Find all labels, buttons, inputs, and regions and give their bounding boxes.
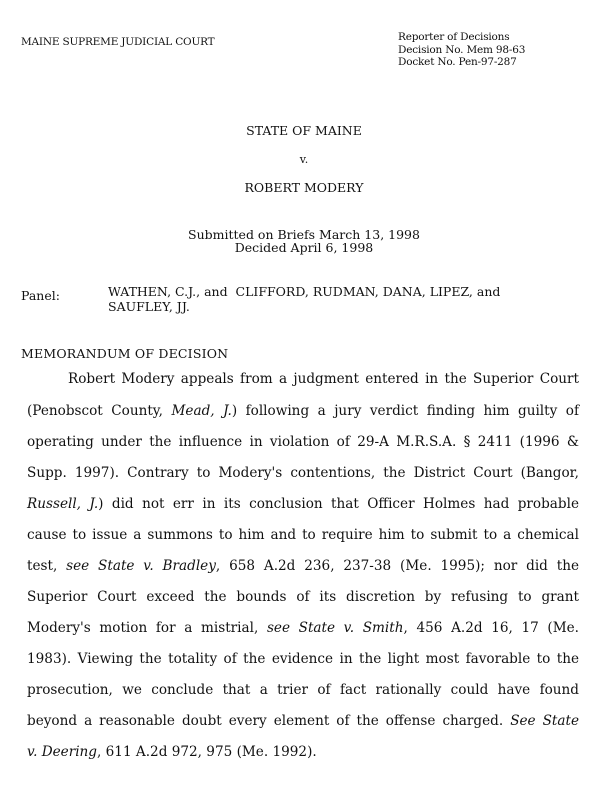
case-defendant: ROBERT MODERY bbox=[244, 180, 364, 195]
submitted-date: Submitted on Briefs March 13, 1998 bbox=[188, 227, 420, 242]
reporter-block bbox=[398, 31, 525, 69]
case-citation: See State bbox=[510, 713, 579, 729]
body-line: Superior Court exceed the bounds of its discretion by refusing to grant bbox=[27, 589, 579, 605]
body-line: Robert Modery appeals from a judgment entered in the Superior Court bbox=[68, 371, 579, 387]
panel-line-1: WATHEN, C.J., and CLIFFORD, RUDMAN, DANA, LIPEZ, and bbox=[108, 284, 501, 299]
body-line: (Penobscot County, Mead, J.) following a jury verdict finding him guilty of bbox=[27, 403, 579, 419]
judge-name: Mead, J. bbox=[171, 403, 232, 419]
court-name: MAINE SUPREME JUDICIAL COURT bbox=[21, 36, 215, 48]
body-line: v. Deering, 611 A.2d 972, 975 (Me. 1992). bbox=[27, 744, 317, 760]
body-line: 1983). Viewing the totality of the evidence in the light most favorable to the bbox=[27, 651, 579, 667]
case-plaintiff: STATE OF MAINE bbox=[246, 123, 362, 138]
body-line: Supp. 1997). Contrary to Modery's contentions, the District Court (Bangor, bbox=[27, 465, 579, 481]
panel-line-2: SAUFLEY, JJ. bbox=[108, 299, 190, 314]
memorandum-title: MEMORANDUM OF DECISION bbox=[21, 346, 229, 361]
decided-date: Decided April 6, 1998 bbox=[234, 240, 374, 255]
body-line: prosecution, we conclude that a trier of fact rationally could have found bbox=[27, 682, 579, 698]
panel-label: Panel: bbox=[21, 288, 60, 303]
panel-judges bbox=[108, 284, 500, 314]
case-citation: see State v. Bradley bbox=[66, 558, 216, 574]
case-citation: see State v. Smith bbox=[266, 620, 404, 636]
reporter-label: Reporter of Decisions bbox=[398, 31, 510, 43]
case-versus: v. bbox=[299, 153, 309, 166]
body-line: test, see State v. Bradley, 658 A.2d 236, 237-38 (Me. 1995); nor did the bbox=[27, 558, 579, 574]
decision-number: Decision No. Mem 98-63 bbox=[398, 43, 526, 56]
body-line: operating under the influence in violation of 29-A M.R.S.A. § 2411 (1996 & bbox=[27, 434, 579, 450]
body-line: Russell, J.) did not err in its conclusion that Officer Holmes had probable bbox=[27, 496, 580, 512]
body-line: cause to issue a summons to him and to require him to submit to a chemical bbox=[27, 527, 579, 543]
judge-name: Russell, J. bbox=[27, 496, 99, 512]
body-line: beyond a reasonable doubt every element of the offense charged. See State bbox=[27, 713, 579, 729]
docket-number: Docket No. Pen-97-287 bbox=[398, 56, 517, 68]
body-line: Modery's motion for a mistrial, see State v. Smith, 456 A.2d 16, 17 (Me. bbox=[27, 620, 580, 636]
case-citation: v. Deering bbox=[27, 744, 97, 760]
